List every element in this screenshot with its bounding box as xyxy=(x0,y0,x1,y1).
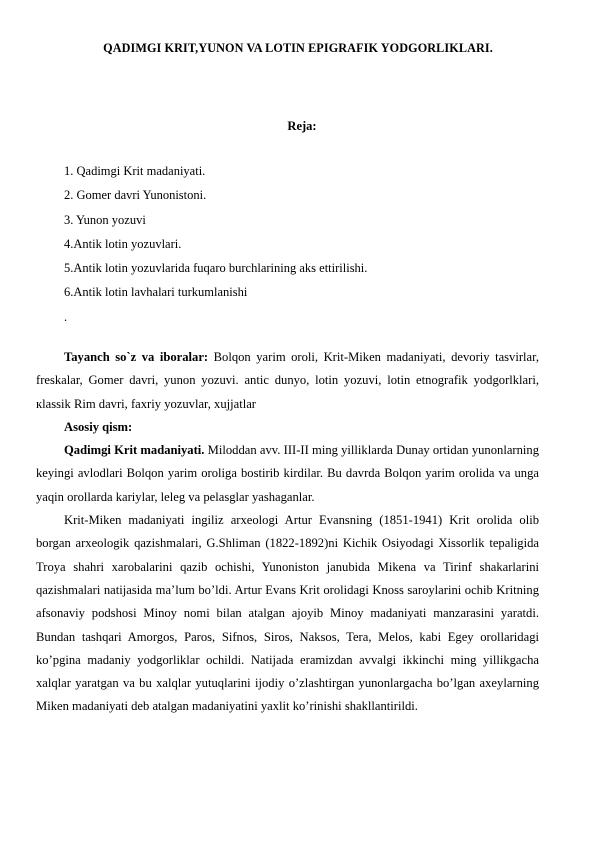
section-paragraph xyxy=(36,439,539,509)
document-body xyxy=(36,346,539,719)
plan-item: . xyxy=(64,309,68,324)
plan-item: 1. Qadimgi Krit madaniyati. xyxy=(64,164,206,178)
section-label: Qadimgi Krit madaniyati. xyxy=(64,443,205,458)
main-heading: Asosiy qism: xyxy=(64,419,133,434)
section-text: Miloddan avv. III-II ming yilliklarda Dunay ortidan yunonlarning keyingi avlodlari Bolqon yarim oroliga bostirib kirdilar. Bu davrda Bolqon yarim orolida va unga yaqin orollarda kariylar, leleg va pelasglar yashaganlar. xyxy=(36,443,539,504)
main-heading-paragraph xyxy=(36,416,539,439)
plan-item: 2. Gomer davri Yunonistoni. xyxy=(64,188,207,203)
keywords-text: Bolqon yarim oroli, Krit-Miken madaniyati, devoriy tasvirlar, freskalar, Gomer davri, yunon yozuvi. antic dunyo, lotin yozuvi, lotin etnografik yodgorlklari, кlassik Rim davri, faxriy yozuvlar, xujjatlar xyxy=(36,350,539,411)
plan-item: 5.Antik lotin yozuvlarida fuqaro burchlarining aks ettirilishi. xyxy=(64,261,368,276)
plan-item: 4.Antik lotin yozuvlari. xyxy=(64,236,182,251)
plan-item: 6.Antik lotin lavhalari turkumlanishi xyxy=(64,285,248,300)
plan-item: 3. Yunon yozuvi xyxy=(64,212,146,227)
plan-list xyxy=(64,164,367,334)
document-title: QADIMGI KRIT,YUNON VA LOTIN EPIGRAFIK YODGORLIKLARI. xyxy=(103,41,493,55)
plan-heading: Reja: xyxy=(287,119,317,133)
keywords-label: Tayanch so`z va iboralar: xyxy=(64,350,209,364)
keywords-paragraph xyxy=(36,346,539,416)
body-paragraph: Krit-Miken madaniyati ingiliz arxeologi Artur Evansning (1851-1941) Krit orolida olib borgan arxeologik qazishmalari, G.Shliman (1822-1892)ni Kichik Osiyodagi Xissorlik tepaligida Troya shahri xarobalarini qazib ochishi, Yunoniston janubida Mikena va Tirinf shakarlarini qazishmalari natijasida ma’lum bo’ldi. Artur Evans Krit orolidagi Knoss saroylarini ochib Kritning afsonaviy podshosi Minoy nomi bilan atalgan ajoyib Minoy madaniyati manzarasini yaratdi. Bundan tashqari Amorgos, Paros, Sifnos, Siros, Naksos, Tera, Melos, kabi Egey orollaridagi ko’pgina madaniy yodgorliklar ochildi. Natijada eramizdan avvalgi ikkinchi ming yillikgacha xalqlar yaratgan va bu xalqlar yutuqlarini ijodiy o’zlashtirgan yunonlargacha bo’lgan axeylarning Miken madaniyati deb atalgan madaniyatini yaxlit ko’rinishi shakllantirildi. xyxy=(36,513,539,714)
